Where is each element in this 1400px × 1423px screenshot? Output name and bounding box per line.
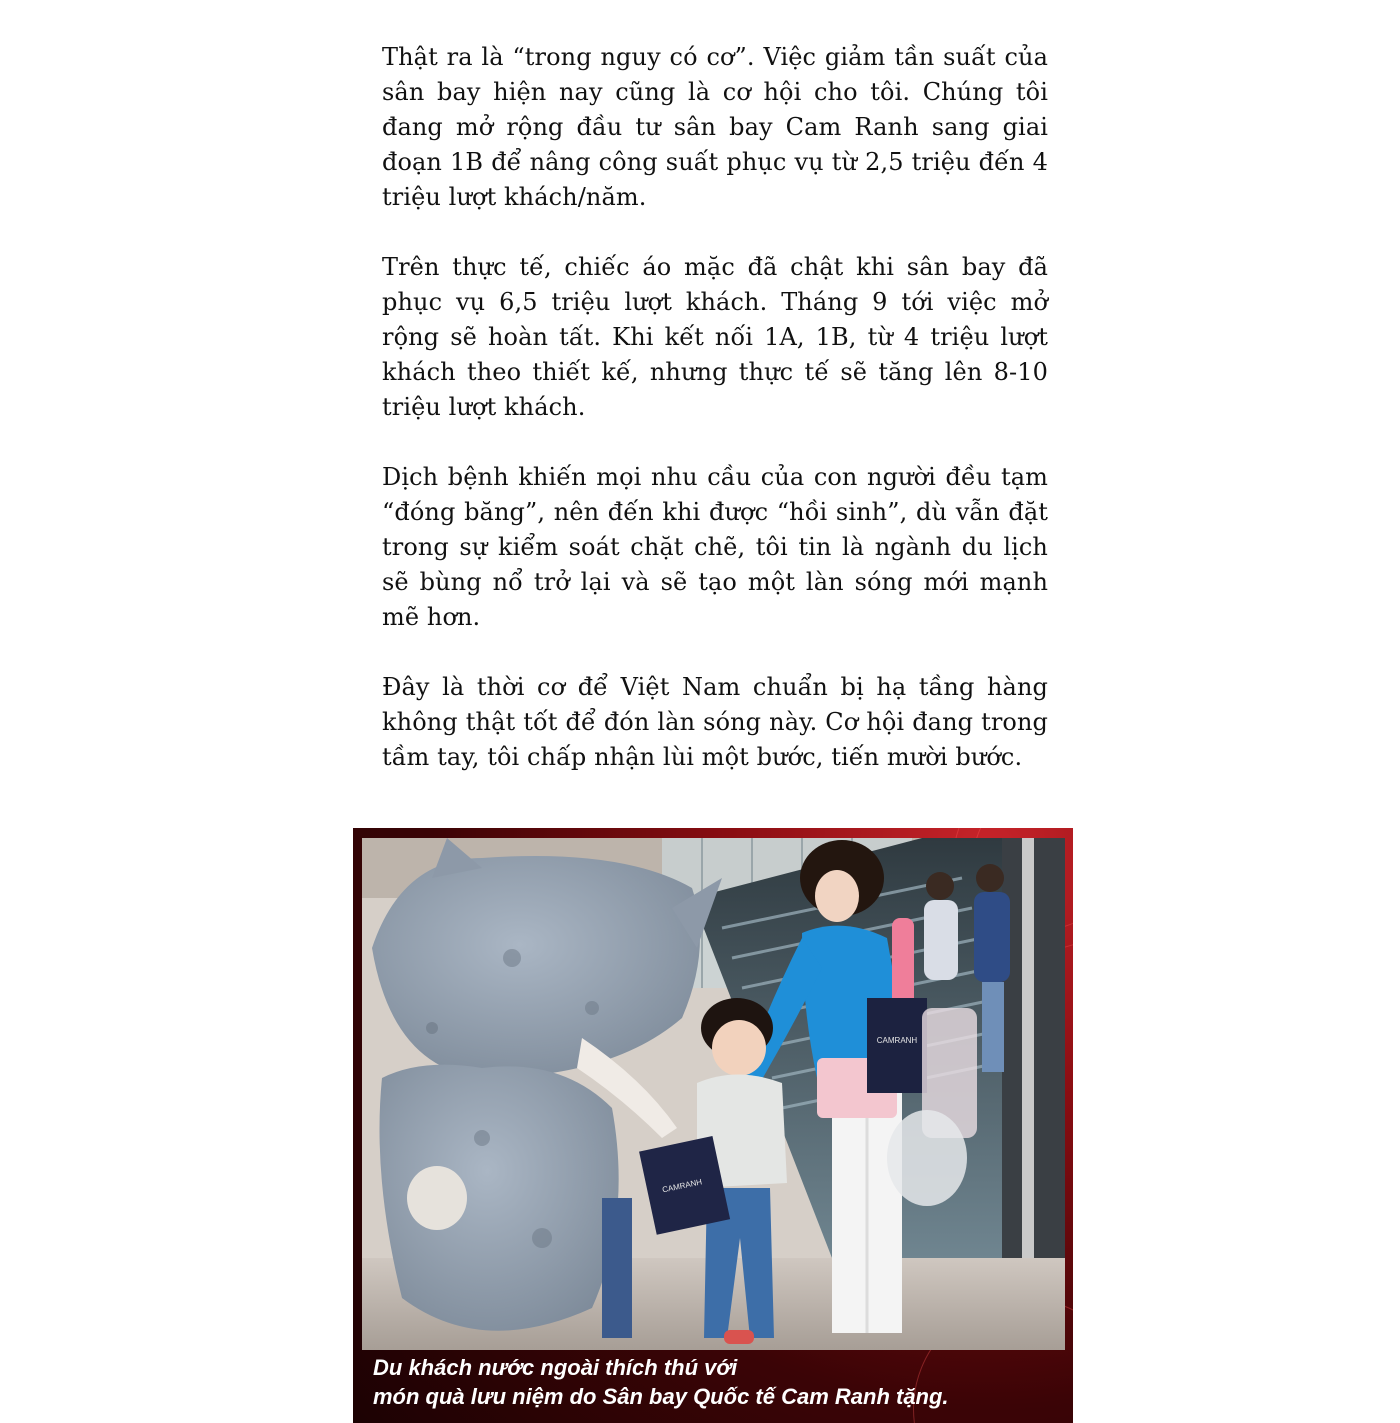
caption-line-1: Du khách nước ngoài thích thú với <box>373 1355 738 1380</box>
article-paragraph-2: Trên thực tế, chiếc áo mặc đã chật khi sân bay đã phục vụ 6,5 triệu lượt khách. Tháng 9 tới việc mở rộng sẽ hoàn tất. Khi kết nối 1A, 1B, từ 4 triệu lượt khách theo thiết kế, nhưng thực tế sẽ tăng lên 8-10 triệu lượt khách. <box>382 253 1048 421</box>
gift-bag-label: CAMRANH <box>876 1036 918 1045</box>
photo-figure <box>353 828 1073 1423</box>
airport-scene-illustration <box>362 838 1065 1350</box>
photo-caption <box>373 1353 1063 1411</box>
article-paragraph-3: Dịch bệnh khiến mọi nhu cầu của con người đều tạm “đóng băng”, nên đến khi được “hồi sinh”, dù vẫn đặt trong sự kiểm soát chặt chẽ, tôi tin là ngành du lịch sẽ bùng nổ trở lại và sẽ tạo một làn sóng mới mạnh mẽ hơn. <box>382 463 1048 631</box>
article-body <box>382 40 1048 810</box>
article-paragraph-1: Thật ra là “trong nguy có cơ”. Việc giảm tần suất của sân bay hiện nay cũng là cơ hội cho tôi. Chúng tôi đang mở rộng đầu tư sân bay Cam Ranh sang giai đoạn 1B để nâng công suất phục vụ từ 2,5 triệu đến 4 triệu lượt khách/năm. <box>382 43 1048 211</box>
gift-bag-label: CAMRANH <box>661 1177 703 1195</box>
article-paragraph-4: Đây là thời cơ để Việt Nam chuẩn bị hạ tầng hàng không thật tốt để đón làn sóng này. Cơ hội đang trong tầm tay, tôi chấp nhận lùi một bước, tiến mười bước. <box>382 673 1048 771</box>
airport-photo <box>362 838 1065 1350</box>
caption-line-2: món quà lưu niệm do Sân bay Quốc tế Cam Ranh tặng. <box>373 1384 949 1409</box>
